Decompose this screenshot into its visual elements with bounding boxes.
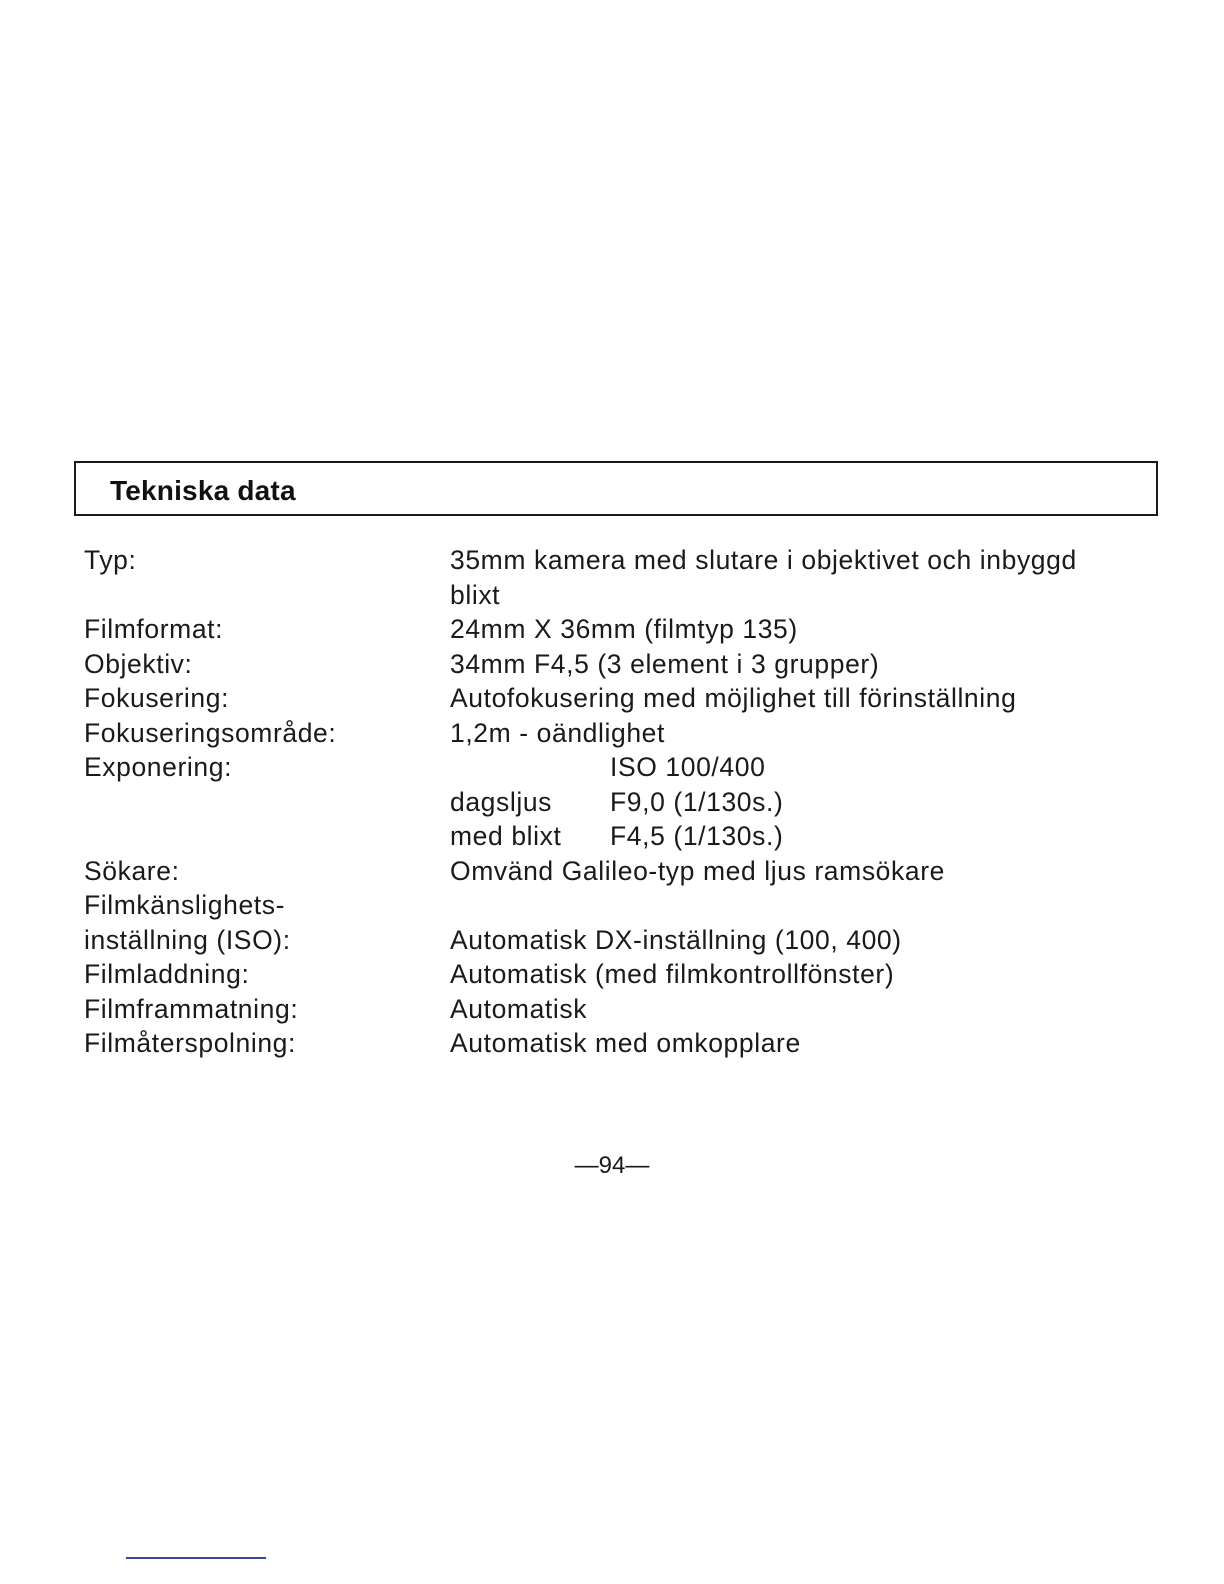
spec-label-filmkanslighet-line1: Filmkänslighets- — [84, 890, 286, 920]
exposure-row-flash — [450, 819, 1164, 854]
spec-value-filmaterspolning: Automatisk med omkopplare — [450, 1028, 801, 1058]
spec-value-exponering — [450, 750, 1164, 854]
spec-row-filmformat — [84, 612, 1164, 647]
spec-row-objektiv — [84, 647, 1164, 682]
spec-value-typ-line2: blixt — [450, 579, 501, 610]
spec-value-filmkanslighet — [450, 888, 1164, 957]
section-header-box — [74, 461, 1158, 516]
spec-label-filmframmatning: Filmframmatning: — [84, 993, 299, 1024]
exposure-mode-daylight: dagsljus — [450, 786, 553, 817]
spec-label-typ: Typ: — [84, 545, 137, 575]
bottom-rule-divider — [126, 1557, 266, 1559]
exposure-setting-daylight: F9,0 (1/130s.) — [610, 786, 784, 817]
spec-value-objektiv: 34mm F4,5 (3 element i 3 grupper) — [450, 648, 880, 679]
spec-value-typ — [450, 543, 1164, 612]
spec-table — [84, 543, 1164, 1061]
spec-label-sokare: Sökare: — [84, 855, 180, 886]
spec-value-filmformat: 24mm X 36mm (filmtyp 135) — [450, 614, 798, 644]
exposure-mode-flash: med blixt — [450, 821, 562, 851]
spec-value-filmframmatning: Automatisk — [450, 993, 588, 1024]
spec-row-filmframmatning — [84, 992, 1164, 1027]
spec-label-filmaterspolning: Filmåterspolning: — [84, 1028, 296, 1058]
spec-value-filmladdning: Automatisk (med filmkontrollfönster) — [450, 959, 895, 989]
spec-row-fokusering — [84, 681, 1164, 716]
spec-label-fokuseringsomrade: Fokuseringsområde: — [84, 717, 337, 748]
spec-row-exponering — [84, 750, 1164, 854]
spec-row-filmaterspolning — [84, 1026, 1164, 1061]
spec-label-filmkanslighet-line2: inställning (ISO): — [84, 924, 291, 955]
spec-row-filmkanslighet — [84, 888, 1164, 957]
section-title: Tekniska data — [110, 475, 296, 506]
spec-row-sokare — [84, 854, 1164, 889]
spec-row-fokuseringsomrade — [84, 716, 1164, 751]
page-number: —94— — [574, 1152, 650, 1179]
spec-value-typ-line1: 35mm kamera med slutare i objektivet och inbyggd — [450, 545, 1077, 575]
spec-label-fokusering: Fokusering: — [84, 683, 230, 713]
spec-label-filmladdning: Filmladdning: — [84, 959, 250, 989]
spec-label-filmkanslighet — [84, 888, 444, 957]
exposure-setting-flash: F4,5 (1/130s.) — [610, 821, 784, 851]
spec-label-filmformat: Filmformat: — [84, 614, 224, 644]
spec-row-filmladdning — [84, 957, 1164, 992]
spec-value-fokusering: Autofokusering med möjlighet till förinställning — [450, 683, 1017, 713]
spec-value-filmkanslighet-text: Automatisk DX-inställning (100, 400) — [450, 924, 902, 955]
spec-row-typ — [84, 543, 1164, 612]
spec-value-sokare: Omvänd Galileo-typ med ljus ramsökare — [450, 855, 945, 886]
exposure-row-daylight — [450, 785, 1164, 820]
spec-value-filmkanslighet-spacer — [450, 888, 1164, 923]
spec-label-exponering: Exponering: — [84, 752, 233, 782]
spec-value-fokuseringsomrade: 1,2m - oändlighet — [450, 717, 665, 748]
spec-label-objektiv: Objektiv: — [84, 648, 193, 679]
exposure-iso-header: ISO 100/400 — [610, 752, 766, 782]
